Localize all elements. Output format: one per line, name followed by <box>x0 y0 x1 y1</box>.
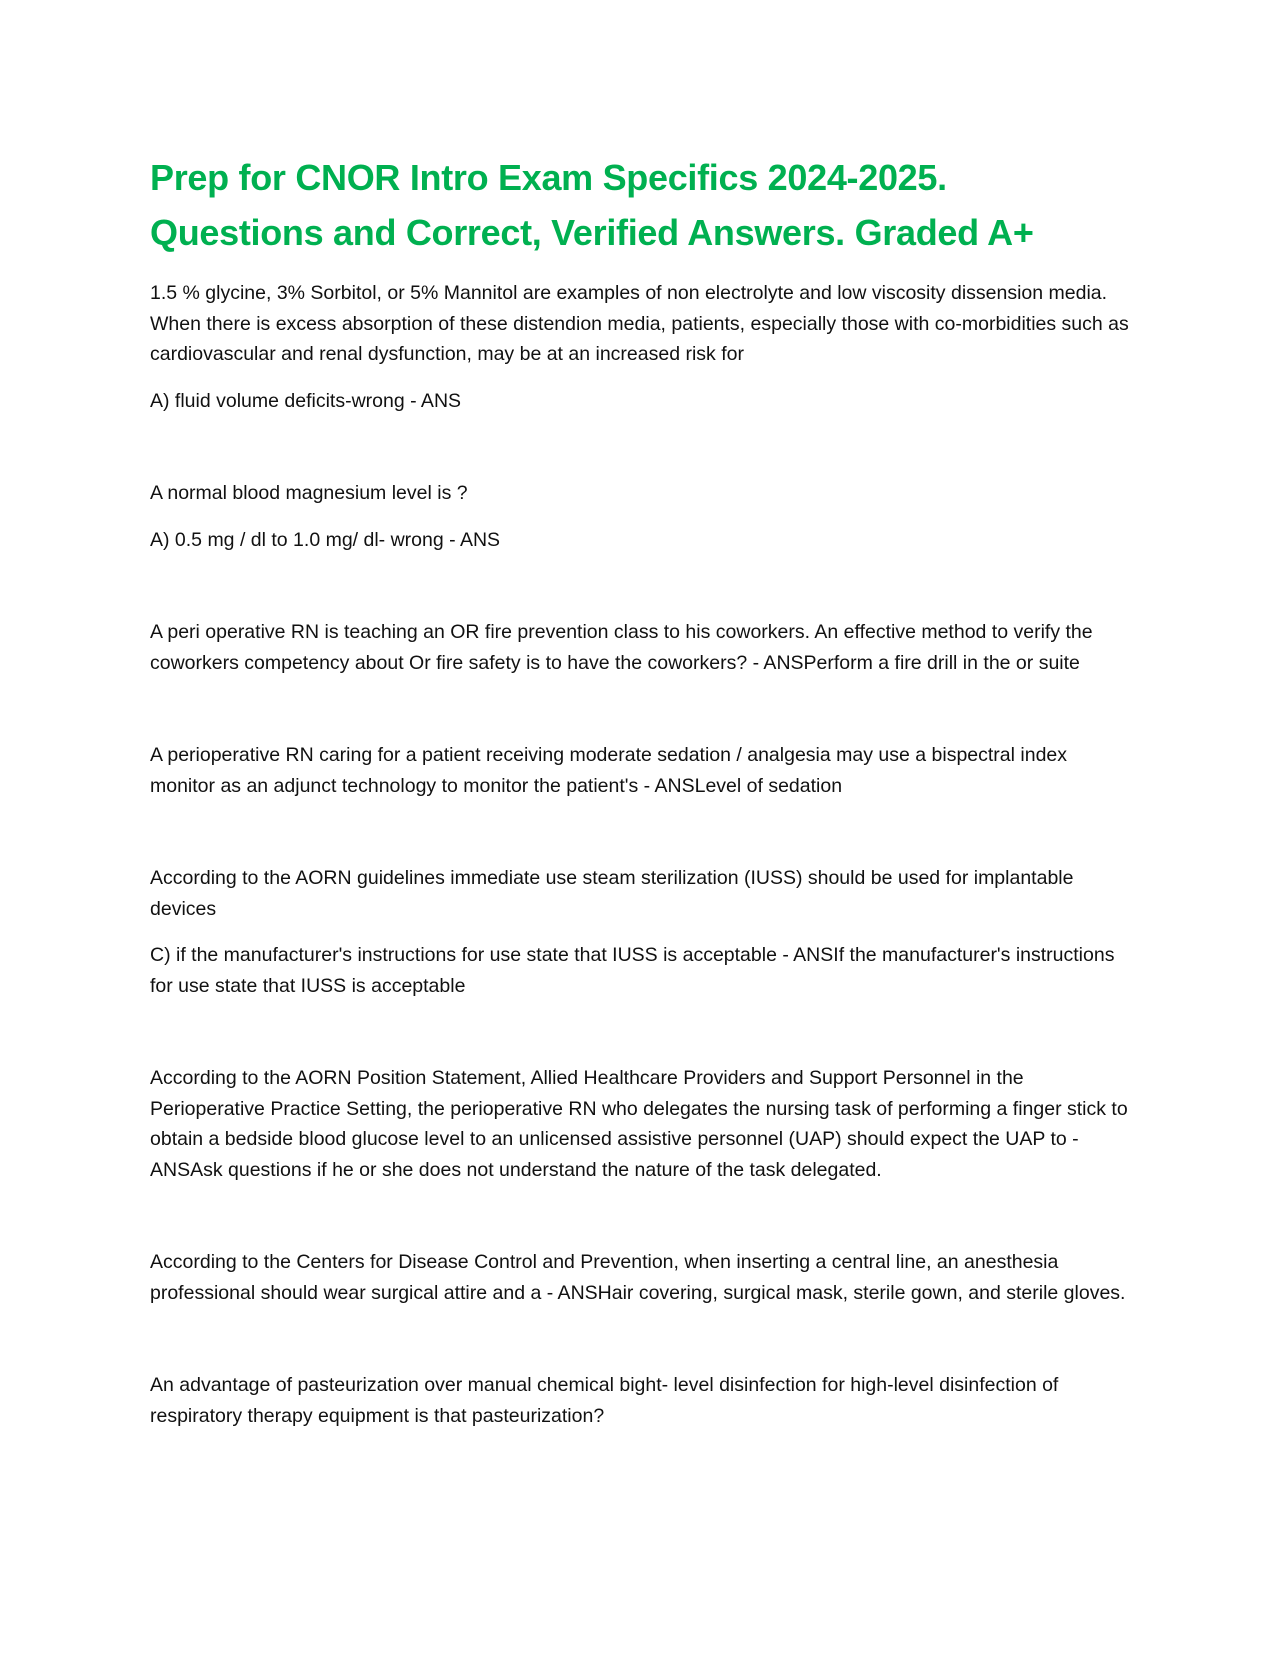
question-paragraph: An advantage of pasteurization over manual chemical bight- level disinfection for high-level disinfection of respiratory therapy equipment is that pasteurization? <box>150 1374 1059 1427</box>
spacer <box>150 1324 1135 1370</box>
question-paragraph: A perioperative RN caring for a patient receiving moderate sedation / analgesia may use a bispectral index monitor as an adjunct technology to monitor the patient's - ANSLevel of sedation <box>150 744 1068 797</box>
spacer <box>150 694 1135 740</box>
spacer <box>150 1017 1135 1063</box>
document-page <box>150 150 1135 1447</box>
question-paragraph: A normal blood magnesium level is ? <box>150 482 468 504</box>
answer-paragraph: C) if the manufacturer's instructions for use state that IUSS is acceptable - ANSIf the manufacturer's instructions for use state that IUSS is acceptable <box>150 944 1115 997</box>
title-line-2: Questions and Correct, Verified Answers. Graded A+ <box>150 212 1034 253</box>
document-title <box>150 150 1135 260</box>
question-paragraph: According to the AORN Position Statement, Allied Healthcare Providers and Support Personnel in the Perioperative Practice Setting, the perioperative RN who delegates the nursing task of performing a finger stick to obtain a bedside blood glucose level to an unlicensed assistive personnel (UAP) should expect the UAP to - ANSAsk questions if he or she does not understand the nature of the task delegated. <box>150 1067 1128 1181</box>
question-paragraph: A peri operative RN is teaching an OR fire prevention class to his coworkers. An effective method to verify the coworkers competency about Or fire safety is to have the coworkers? - ANSPerform a fire drill in the or suite <box>150 621 1093 674</box>
answer-paragraph: A) 0.5 mg / dl to 1.0 mg/ dl- wrong - ANS <box>150 528 501 551</box>
question-paragraph: 1.5 % glycine, 3% Sorbitol, or 5% Mannitol are examples of non electrolyte and low viscosity dissension media. When there is excess absorption of these distendion media, patients, especially those with co-morbidities such as cardiovascular and renal dysfunction, may be at an increased risk for <box>150 282 1129 365</box>
question-paragraph: According to the Centers for Disease Control and Prevention, when inserting a central line, an anesthesia professional should wear surgical attire and a - ANSHair covering, surgical mask, sterile gown, and sterile gloves. <box>150 1251 1126 1304</box>
spacer <box>150 571 1135 617</box>
spacer <box>150 432 1135 478</box>
spacer <box>150 817 1135 863</box>
spacer <box>150 1201 1135 1247</box>
answer-paragraph: A) fluid volume deficits-wrong - ANS <box>150 389 462 412</box>
title-line-1: Prep for CNOR Intro Exam Specifics 2024-2025. <box>150 157 947 198</box>
question-paragraph: According to the AORN guidelines immediate use steam sterilization (IUSS) should be used for implantable devices <box>150 867 1074 920</box>
